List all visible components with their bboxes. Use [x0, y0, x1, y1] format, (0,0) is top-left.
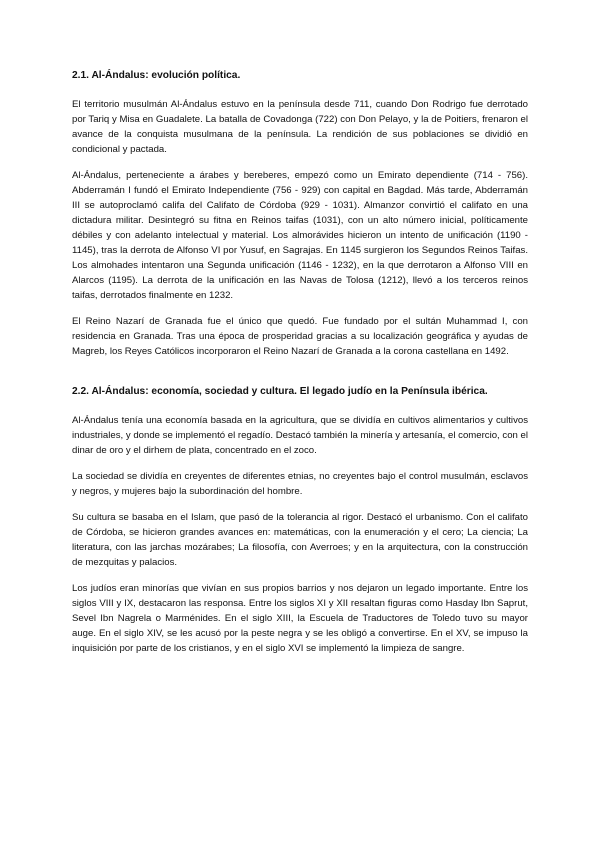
- paragraph: Su cultura se basaba en el Islam, que pasó de la tolerancia al rigor. Destacó el urbanismo. Con el califato de Córdoba, se hicieron grandes avances en: matemáticas, con la enumeración y el cero; La ciencia; La literatura, con las jarchas mozárabes; La filosofía, con Averroes; y en la arquitectura, con la construcción de mezquitas y palacios.: [72, 512, 528, 568]
- paragraph: Al-Ándalus, perteneciente a árabes y bereberes, empezó como un Emirato dependiente (714 - 756). Abderramán I fundó el Emirato Independiente (756 - 929) con capital en Bagdad. Más tarde, Abderramán III se autoproclamó califa del Califato de Córdoba (929 - 1031). Almanzor convirtió el califato en una dictadura militar. Desintegró su fitna en Reinos taifas (1031), con un alto número inicial, políticamente débiles y con adelanto intelectual y material. Los almorávides hicieron un intento de unificación (1190 - 1145), tras la derrota de Alfonso VI por Yusuf, en Sagrajas. En 1145 surgieron los Segundos Reinos Taifas. Los almohades intentaron una Segunda unificación (1146 - 1232), en la que derrotaron a Alfonso VIII en Alarcos (1195). La derrota de la unificación en las Navas de Tolosa (1212), llevó a los terceros reinos taifas, derrotados finalmente en 1232.: [72, 170, 528, 301]
- document-body: [72, 68, 528, 667]
- paragraph: El Reino Nazarí de Granada fue el único que quedó. Fue fundado por el sultán Muhammad I, con residencia en Granada. Tras una época de prosperidad gracias a su localización geográfica y ayudas de Magreb, los Reyes Católicos incorporaron el Reino Nazarí de Granada a la corona castellana en 1492.: [72, 316, 528, 357]
- section-political-evolution: [72, 68, 528, 359]
- paragraph: Al-Ándalus tenía una economía basada en la agricultura, que se dividía en cultivos alimentarios y cultivos industriales, y donde se implementó el regadío. Destacó también la minería y artesanía, el comercio, con el dinar de oro y el dirhem de plata, concentrado en el zoco.: [72, 415, 528, 456]
- paragraph: El territorio musulmán Al-Ándalus estuvo en la península desde 711, cuando Don Rodrigo fue derrotado por Tariq y Misa en Guadalete. La batalla de Covadonga (722) con Don Pelayo, y la de Poitiers, frenaron el avance de la conquista musulmana de la península. La rendición de sus poblaciones se dividió en condicional y pactada.: [72, 99, 528, 155]
- paragraph: Los judíos eran minorías que vivían en sus propios barrios y nos dejaron un legado importante. Entre los siglos VIII y IX, destacaron las responsa. Entre los siglos XI y XII resaltan figuras como Hasday Ibn Saprut, Sevel Ibn Nagrela o Marménides. En el siglo XIII, la Escuela de Traductores de Toledo tuvo su mayor auge. En el siglo XIV, se les acusó por la peste negra y se les obligó a convertirse. En el XV, se impuso la inquisición por parte de los cristianos, y en el siglo XVI se implementó la limpieza de sangre.: [72, 583, 528, 654]
- paragraph: La sociedad se dividía en creyentes de diferentes etnias, no creyentes bajo el control musulmán, esclavos y negros, y mujeres bajo la subordinación del hombre.: [72, 471, 528, 497]
- section-heading: 2.2. Al-Ándalus: economía, sociedad y cultura. El legado judío en la Península ibérica.: [72, 386, 488, 397]
- section-economy-society-culture: [72, 384, 528, 656]
- section-heading: 2.1. Al-Ándalus: evolución política.: [72, 70, 241, 81]
